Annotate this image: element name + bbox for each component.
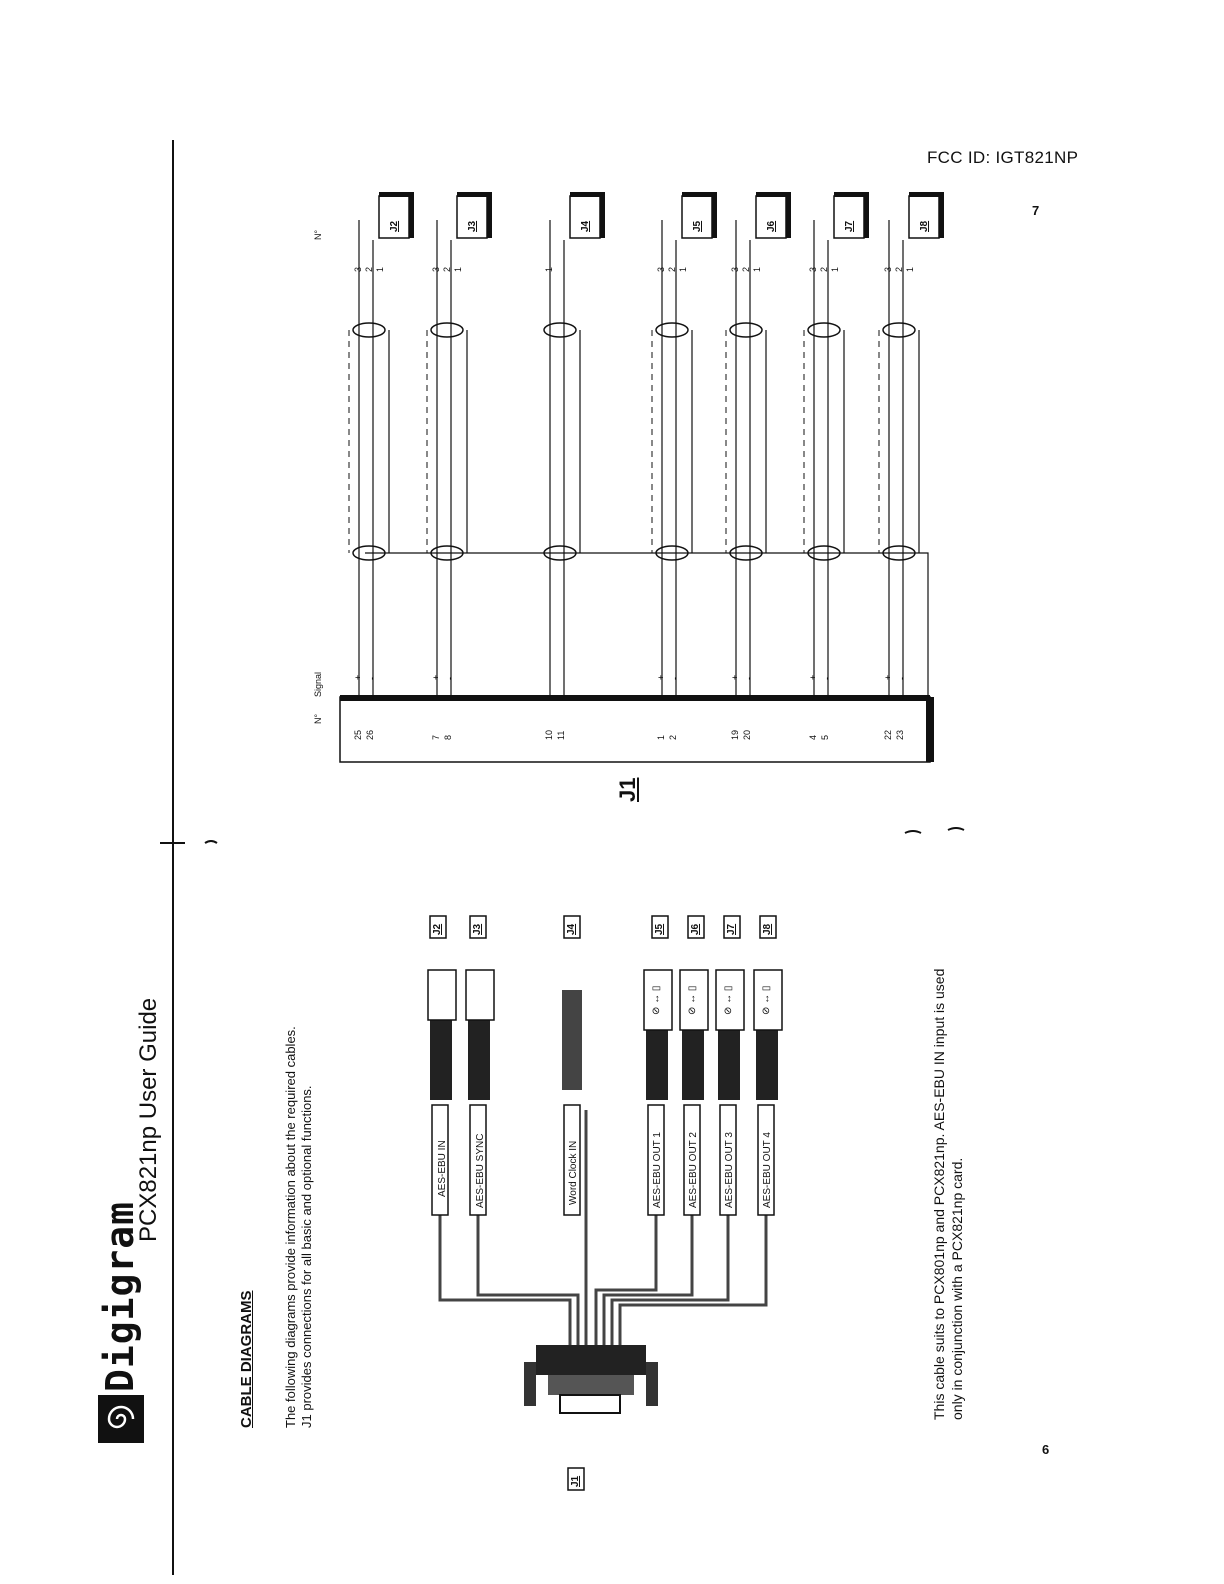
output-connector-shadow <box>909 192 943 197</box>
brand-logo: Digigram <box>98 1200 142 1392</box>
output-pin-number: 1 <box>752 266 762 272</box>
j1-pin-number: 8 <box>443 734 453 740</box>
shield-ellipse <box>431 323 463 337</box>
j1-block-label: J1 <box>615 777 640 802</box>
cable-label-aes-ebu-out-1: AES-EBU OUT 1 <box>652 1132 663 1208</box>
cable-label-word-clock-in: Word Clock IN <box>568 1140 579 1205</box>
output-pin-number: 3 <box>353 266 363 272</box>
output-connector-label: J2 <box>389 220 400 232</box>
output-pin-number: 2 <box>894 266 904 272</box>
output-pin-number: 2 <box>364 266 374 272</box>
shield-ellipse <box>656 323 688 337</box>
j1-pin-number: 23 <box>895 729 905 740</box>
output-pin-number: 1 <box>544 266 554 272</box>
output-pin-number: 2 <box>667 266 677 272</box>
j1-pin-number: 5 <box>820 734 830 740</box>
shield-ellipse <box>730 546 762 560</box>
cable-label-aes-ebu-out-3: AES-EBU OUT 3 <box>724 1132 735 1208</box>
connector-j7: J7 <box>726 923 737 935</box>
shield-ellipse <box>431 546 463 560</box>
connector-j1: J1 <box>570 1475 581 1487</box>
output-connector-label: J3 <box>467 220 478 232</box>
header-no: N° <box>313 713 323 724</box>
shield-ellipse <box>353 546 385 560</box>
output-pin-number: 3 <box>730 266 740 272</box>
digigram-logo-icon <box>98 1395 144 1443</box>
signal-polarity: + <box>730 674 740 680</box>
shield-ellipse <box>883 546 915 560</box>
connector-j8: J8 <box>762 923 773 935</box>
connector-boxes <box>420 900 800 1500</box>
shield-ellipse <box>353 323 385 337</box>
signal-polarity: - <box>367 677 377 680</box>
j1-pin-number: 10 <box>544 729 554 740</box>
output-connector-shadow <box>487 192 492 238</box>
cable-label-aes-ebu-out-4: AES-EBU OUT 4 <box>762 1132 773 1208</box>
connector-j5: J5 <box>654 923 665 935</box>
xlr-symbol: ⊘ ↔ ▯ <box>687 985 698 1015</box>
section-title: CABLE DIAGRAMS <box>238 1290 255 1428</box>
output-connector-shadow <box>600 192 605 238</box>
output-connector-shadow <box>409 192 414 238</box>
shield-ellipse <box>544 546 576 560</box>
section-intro: The following diagrams provide information about the required cables. J1 provides connections for all basic and optional functions. <box>283 1026 314 1428</box>
connector-j4: J4 <box>566 923 577 935</box>
output-pin-number: 3 <box>656 266 666 272</box>
output-pin-number: 2 <box>819 266 829 272</box>
cable-label-aes-ebu-sync: AES-EBU SYNC <box>475 1133 486 1208</box>
connector-j2: J2 <box>432 923 443 935</box>
j1-pin-number: 4 <box>808 734 818 740</box>
output-connector-shadow <box>379 192 413 197</box>
cable-note: This cable suits to PCX801np and PCX821np. AES-EBU IN input is used only in conjunction with a PCX821np card. <box>931 968 965 1420</box>
output-connector-shadow <box>457 192 491 197</box>
signal-polarity: - <box>822 677 832 680</box>
fcc-id: FCC ID: IGT821NP <box>927 148 1079 167</box>
signal-polarity: - <box>897 677 907 680</box>
signal-polarity: - <box>670 677 680 680</box>
output-pin-number: 1 <box>830 266 840 272</box>
j1-pin-number: 1 <box>656 734 666 740</box>
output-connector-shadow <box>834 192 868 197</box>
connector-j6: J6 <box>690 923 701 935</box>
signal-polarity: - <box>445 677 455 680</box>
j1-pin-number: 20 <box>742 729 752 740</box>
page-number-right: 7 <box>1032 203 1040 218</box>
j1-pin-number: 7 <box>431 734 441 740</box>
output-connector-shadow <box>756 192 790 197</box>
shield-ellipse <box>808 323 840 337</box>
output-pin-number: 1 <box>375 266 385 272</box>
xlr-symbol: ⊘ ↔ ▯ <box>761 985 772 1015</box>
output-pin-number: 3 <box>808 266 818 272</box>
page-number-left: 6 <box>1042 1442 1050 1457</box>
output-pin-number: 1 <box>905 266 915 272</box>
shield-ellipse <box>544 323 576 337</box>
shield-ellipse <box>808 546 840 560</box>
output-pin-number: 1 <box>678 266 688 272</box>
signal-polarity: + <box>353 674 363 680</box>
output-connector-label: J8 <box>919 220 930 232</box>
j1-pin-number: 2 <box>668 734 678 740</box>
output-connector-label: J6 <box>766 220 777 232</box>
signal-polarity: + <box>656 674 666 680</box>
shield-ellipse <box>730 323 762 337</box>
output-connector-label: J4 <box>580 220 591 232</box>
j1-pin-number: 25 <box>353 729 363 740</box>
output-connector-shadow <box>864 192 869 238</box>
output-connector-label: J5 <box>692 220 703 232</box>
output-connector-shadow <box>682 192 716 197</box>
shield-ellipse <box>656 546 688 560</box>
wiring-rows <box>330 180 950 780</box>
signal-polarity: + <box>808 674 818 680</box>
cable-label-aes-ebu-in: AES-EBU IN <box>437 1140 448 1197</box>
output-connector-shadow <box>570 192 604 197</box>
j1-pin-number: 22 <box>883 729 893 740</box>
output-connector-shadow <box>786 192 791 238</box>
header-no-right: N° <box>313 229 323 240</box>
output-pin-number: 3 <box>431 266 441 272</box>
output-pin-number: 2 <box>741 266 751 272</box>
output-connector-label: J7 <box>844 220 855 232</box>
shield-ellipse <box>883 323 915 337</box>
j1-pin-number: 19 <box>730 729 740 740</box>
signal-polarity: + <box>883 674 893 680</box>
xlr-symbol: ⊘ ↔ ▯ <box>723 985 734 1015</box>
j1-pin-number: 11 <box>556 730 566 740</box>
cable-label-aes-ebu-out-2: AES-EBU OUT 2 <box>688 1132 699 1208</box>
page-title: PCX821np User Guide <box>135 997 162 1242</box>
xlr-symbol: ⊘ ↔ ▯ <box>651 985 662 1015</box>
j1-pin-number: 26 <box>365 729 375 740</box>
output-connector-shadow <box>712 192 717 238</box>
output-connector-shadow <box>939 192 944 238</box>
signal-polarity: + <box>431 674 441 680</box>
header-signal: Signal <box>313 671 323 697</box>
signal-polarity: - <box>744 677 754 680</box>
output-pin-number: 3 <box>883 266 893 272</box>
output-pin-number: 2 <box>442 266 452 272</box>
connector-j3: J3 <box>472 923 483 935</box>
output-pin-number: 1 <box>453 266 463 272</box>
